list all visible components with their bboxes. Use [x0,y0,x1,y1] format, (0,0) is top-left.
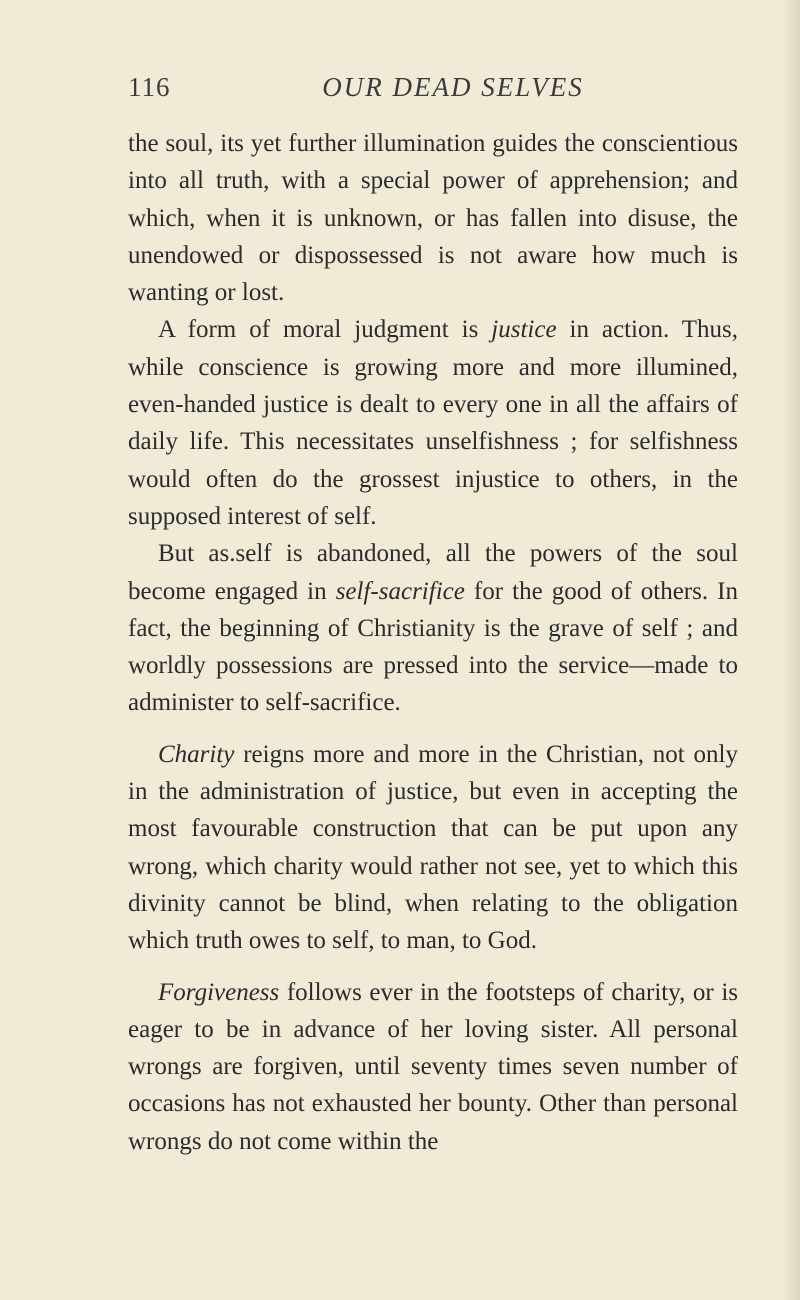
italic-term: Charity [158,740,235,768]
text-run: follows ever in the footsteps of charity, or is eager to be in advance of her loving sister. All personal wrongs are forgiven, until seventy times seven number of occasions has not exhausted her bounty. Other than personal wrongs do not come within the [128,978,738,1155]
page-header [128,72,738,112]
text-run: A form of moral judgment is [158,316,492,344]
page-edge-shadow [782,0,800,1300]
italic-term: Forgiveness [158,978,280,1006]
text-run: in action. Thus, while conscience is growing more and more illumined, even-handed justice is dealt to every one in all the affairs of daily life. This necessitates unselfishness ; for selfishness would often do the grossest injustice to others, in the supposed interest of self. [128,316,739,530]
italic-term: justice [491,316,557,344]
text-run: the soul, its yet further illumination guides the conscientious into all truth, with a special power of apprehension; and which, when it is unknown, or has fallen into disuse, the unendowed or dispossessed is not aware how much is wanting or lost. [128,130,738,307]
body-text [128,125,738,1160]
text-run: But as.self is abandoned, all the powers of the soul become engaged in [128,540,738,605]
paragraph-5 [128,974,738,1160]
text-run: for the good of others. In fact, the beginning of Christianity is the grave of self ; and worldly possessions are pressed into the service—made to administer to self-sacrifice. [128,577,738,717]
paragraph-2 [128,311,738,535]
running-title: OUR DEAD SELVES [322,72,584,102]
paragraph-3 [128,535,738,721]
text-run: reigns more and more in the Christian, not only in the administration of justice, but even in accepting the most favourable construction that can be put upon any wrong, which charity would rather not see, yet to which this divinity cannot be blind, when relating to the obligation which truth owes to self, to man, to God. [128,740,738,955]
paragraph-1 [128,125,738,311]
paragraph-4 [128,736,738,960]
page-number: 116 [128,72,171,102]
italic-term: self-sacrifice [335,577,465,605]
